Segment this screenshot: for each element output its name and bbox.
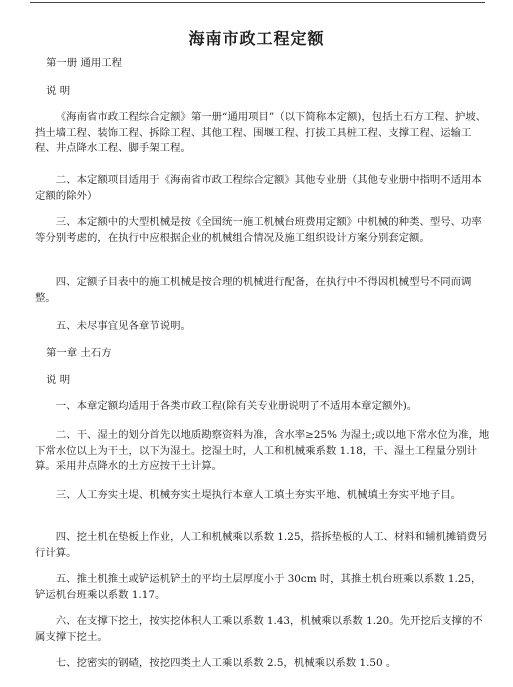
- paragraph: 五、未尽事宜见各章节说明。: [55, 320, 191, 332]
- paragraph: 一、本章定额均适用于各类市政工程(除有关专业册说明了不适用本章定额外)。: [55, 400, 418, 412]
- paragraph: 六、在支撑下挖土，按实挖体积人工乘以系数 1.43，机械乘以系数 1.20。先开挖后支撑的不属支撑下挖土。: [35, 615, 483, 643]
- paragraph: 四、挖土机在垫板上作业，人工和机械乘以系数 1.25，搭拆垫板的人工、材料和辅机摊销费另行计算。: [35, 531, 488, 559]
- explanation-heading: 说 明: [46, 374, 71, 386]
- paragraph: 五、推土机推土或铲运机铲土的平均土层厚度小于 30cm 时，其推土机台班乘以系数 1.25，铲运机台班乘以系数 1.17。: [35, 573, 482, 601]
- volume-heading: 第一册 通用工程: [46, 57, 123, 69]
- paragraph: 四、定额子目表中的施工机械是按合理的机械进行配备，在执行中不得因机械型号不同而调整。: [35, 276, 472, 304]
- paragraph: 三、本定额中的大型机械是按《全国统一施工机械台班费用定额》中机械的种类、型号、功率等分别考虑的，在执行中应根据企业的机械组合情况及施工组织设计方案分别套定额。: [35, 216, 482, 244]
- paragraph: 三、人工夯实土堤、机械夯实土堤执行本章人工填土夯实平地、机械填土夯实平地子目。: [55, 489, 462, 501]
- explanation-heading: 说 明: [46, 85, 71, 97]
- chapter-heading: 第一章 土石方: [46, 347, 112, 359]
- paragraph: 七、挖密实的钢碴，按挖四类土人工乘以系数 2.5，机械乘以系数 1.50 。: [55, 657, 397, 669]
- paragraph: 二、干、湿土的划分首先以地质勘察资料为准，含水率≥25% 为湿土;或以地下常水位为准，地下常水位以上为干土，以下为湿土。挖湿土时，人工和机械乘系数 1.18，干、湿土工程量分别计算。采用井点降水的土方应按干土计算。: [35, 429, 490, 472]
- paragraph: 二、本定额项目适用于《海南省市政工程综合定额》其他专业册（其他专业册中指明不适用本定额的除外）: [35, 174, 482, 202]
- document-title: 海南市政工程定额: [188, 29, 325, 48]
- paragraph: 《海南省市政工程综合定额》第一册“通用项目”（以下简称本定额)，包括土石方工程、护坡、挡土墙工程、装饰工程、拆除工程、其他工程、围堰工程、打拔工具桩工程、支撑工程、运输工程、井点降水工程、脚手架工程。: [35, 111, 487, 154]
- top-rule: [30, 2, 485, 3]
